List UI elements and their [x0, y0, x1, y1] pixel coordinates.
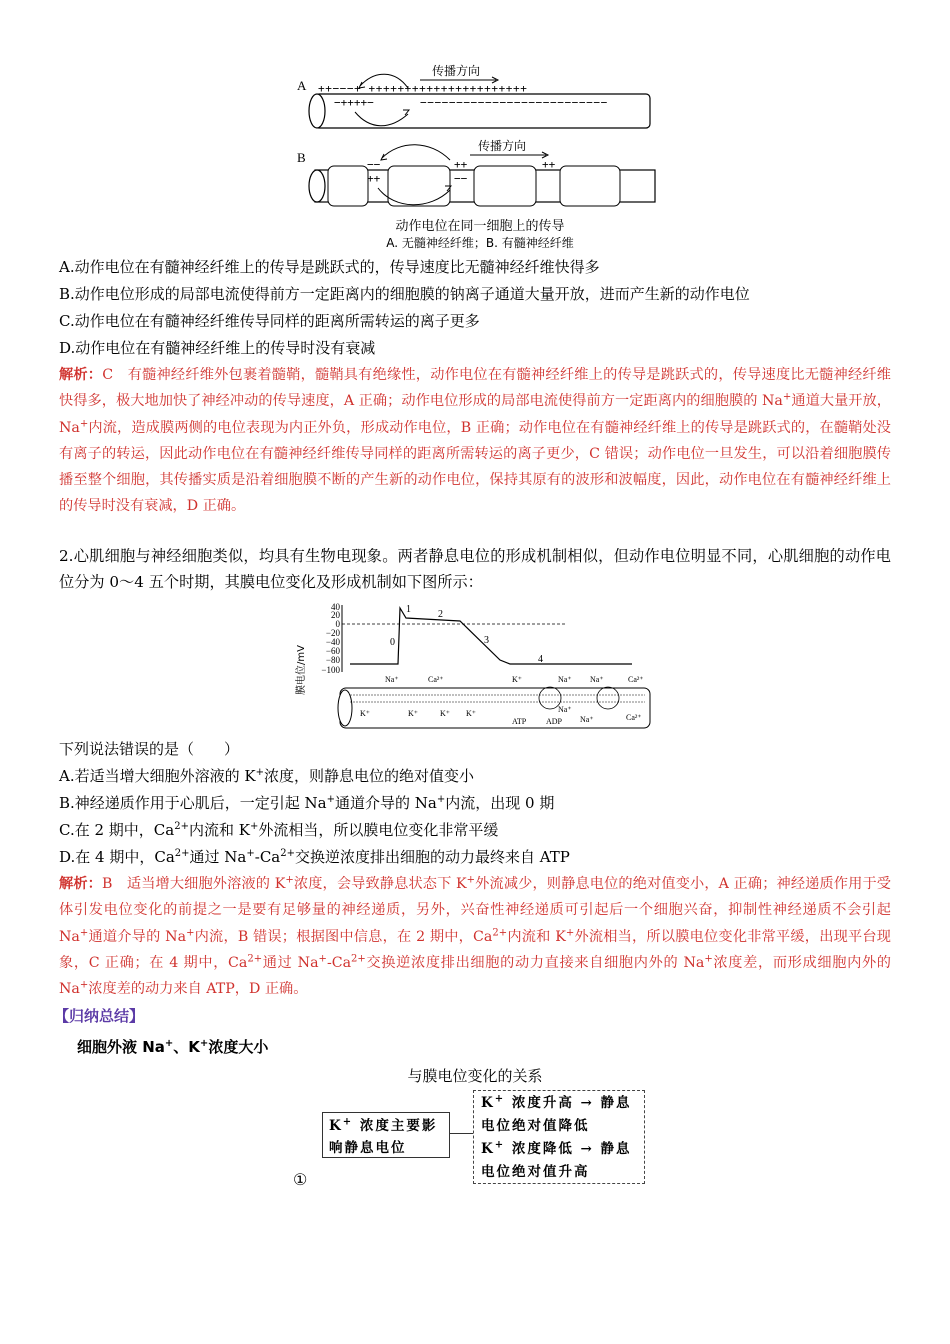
text: 浓度差，而形成细胞内外的 Na: [59, 954, 891, 998]
ion-label: Na⁺: [580, 715, 594, 724]
sup: 2+: [280, 848, 295, 859]
sup: +: [342, 1116, 354, 1128]
sup: +: [249, 821, 259, 832]
nerve-conduction-figure: [290, 60, 670, 255]
q2-option-b: [59, 794, 554, 812]
summary-right-box: [473, 1090, 645, 1184]
adp-label: ADP: [546, 717, 563, 726]
ion-label: Ca²⁺: [626, 713, 642, 722]
ytick: −40: [325, 637, 340, 647]
ytick: 20: [331, 610, 340, 620]
ytick: −20: [325, 628, 340, 638]
text: 内流，出现 0 期: [445, 794, 555, 812]
sup: +: [318, 953, 327, 965]
text: 浓度主要影响静息电位: [329, 1118, 438, 1156]
phase-1: 1: [406, 604, 411, 615]
text: -Ca: [254, 848, 281, 866]
phase-2: 2: [438, 609, 443, 620]
sup: +: [186, 926, 195, 938]
summary-right-line-2: [481, 1138, 637, 1184]
text: C.在 2 期中，Ca: [59, 821, 175, 839]
ion-label: K⁺: [512, 675, 522, 684]
sup: 2+: [174, 821, 189, 832]
q1-option-d: D.动作电位在有髓神经纤维上的传导时没有衰减: [59, 339, 376, 357]
svg-text:−++++−: −++++−: [334, 96, 374, 109]
phase-4: 4: [538, 654, 543, 665]
text: 通道介导的 Na: [335, 794, 437, 812]
sup: 2+: [351, 953, 366, 965]
ion-label: Na⁺: [385, 675, 399, 684]
ytick: 40: [331, 602, 340, 612]
q2-stem: 2.心肌细胞与神经细胞类似，均具有生物电现象。两者静息电位的形成机制相似，但动作电位明显不同，心肌细胞的动作电位分为 0～4 五个时期，其膜电位变化及形成机制如下图所示：: [59, 547, 891, 592]
sup: +: [494, 1139, 506, 1151]
q1-option-b: B.动作电位形成的局部电流使得前方一定距离内的细胞膜的钠离子通道大量开放，进而产生新的动作电位: [59, 285, 750, 303]
text: 浓度，会导致静息状态下 K: [293, 876, 467, 892]
text: 、K: [173, 1038, 200, 1056]
q2-analysis-label: 解析：: [59, 876, 102, 892]
ytick: −80: [325, 655, 340, 665]
text: 外流相当，所以膜电位变化非常平缓，出现平台现象，C 正确；在 4 期中，Ca: [59, 928, 891, 971]
sup: +: [79, 979, 89, 991]
text: 细胞外液 Na: [77, 1038, 165, 1056]
sup: +: [164, 1038, 174, 1049]
ion-label: K⁺: [360, 709, 370, 718]
fig2-ylabel: 膜电位/mV: [296, 645, 307, 695]
fig1-label-b: B: [297, 150, 306, 165]
sup: +: [494, 1093, 506, 1105]
summary-subheading: [77, 1036, 268, 1057]
text: A.若适当增大细胞外溶液的 K: [59, 767, 256, 785]
summary-left-box: [322, 1112, 450, 1158]
ion-label: Na⁺: [590, 675, 604, 684]
text: 浓度，则静息电位的绝对值变小: [263, 767, 474, 785]
fig1-caption-1: 动作电位在同一细胞上的传导: [395, 219, 565, 234]
sup: 2+: [247, 953, 263, 965]
svg-text:++: ++: [542, 158, 556, 171]
text: 外流相当，所以膜电位变化非常平缓: [258, 821, 499, 839]
svg-text:++−−−+ ++++++++++++++++++++++: ++−−−+ ++++++++++++++++++++++: [318, 82, 528, 95]
ion-label: K⁺: [466, 709, 476, 718]
summary-box-title: 与膜电位变化的关系: [407, 1067, 543, 1085]
text: 浓度升高 → 静息电位绝对值降低: [481, 1095, 632, 1134]
q1-option-c: C.动作电位在有髓神经纤维传导同样的距离所需转运的离子更多: [59, 312, 480, 330]
q2-option-a: [59, 767, 474, 785]
text: -Ca: [326, 954, 352, 971]
text: 通道介导的 Na: [88, 928, 187, 945]
sup: +: [565, 926, 575, 938]
text: 浓度降低 → 静息电位绝对值升高: [481, 1141, 632, 1180]
q1-analysis: [59, 362, 891, 520]
text: 适当增大细胞外溶液的 K: [126, 876, 286, 892]
q1-analysis-text-3: 内流，造成膜两侧的电位表现为内正外负，形成动作电位，B 正确；动作电位在有髓神经纤维上的传导是跳跃式的，在髓鞘处没有离子的转运，因此动作电位在有髓神经纤维传导同样的距离所需转运的离子更少，C 错误；动作电位一旦发生，可以沿着细胞膜传播至整个细胞，其传播实质是沿着细胞膜不断的产生新的动作电位，保持其原有的波形和波幅度，因此，动作电位在有髓神经纤维上的传导时没有衰减，D 正确。: [59, 419, 891, 515]
svg-text:−−−−−−−−−−−−−−−−−−−−−−−−−−: −−−−−−−−−−−−−−−−−−−−−−−−−−: [420, 96, 608, 109]
text: K: [481, 1141, 495, 1157]
svg-text:++: ++: [454, 158, 468, 171]
sup: +: [466, 874, 476, 886]
sup: +: [79, 417, 89, 429]
text: 通过 Na: [262, 954, 319, 971]
summary-right-line-1: [481, 1092, 637, 1138]
ion-label: Na⁺: [558, 675, 572, 684]
q2-option-d: [59, 848, 570, 866]
sup: +: [199, 1038, 209, 1049]
fig1-caption-2: A. 无髓神经纤维；B. 有髓神经纤维: [386, 236, 574, 250]
atp-label: ATP: [512, 717, 527, 726]
text: 浓度差的动力来自 ATP，D 正确。: [88, 981, 308, 998]
sup: +: [246, 848, 255, 859]
q1-analysis-text-2: 通道大量开放，Na: [59, 393, 891, 436]
fig1-label-a: A: [297, 78, 307, 93]
sup: +: [704, 953, 713, 965]
q1-analysis-text-1: 有髓神经纤维外包裹着髓鞘，髓鞘具有绝缘性，动作电位在有髓神经纤维上的传导是跳跃式的，传导速度比无髓神经纤维快得多，极大地加快了神经冲动的传导速度，A 正确；动作电位形成的局部电流使得前方一定距离内的细胞膜的 Na: [59, 367, 891, 410]
q2-prompt: 下列说法错误的是（ ）: [59, 740, 240, 758]
summary-heading: 【归纳总结】: [54, 1007, 145, 1025]
ion-label: Ca²⁺: [428, 675, 444, 684]
sup: +: [782, 391, 792, 403]
fig1-direction-label-a: 传播方向: [432, 64, 481, 78]
sup: 2+: [492, 926, 508, 938]
ytick: 0: [335, 619, 340, 629]
sup: +: [326, 794, 336, 805]
text: K: [329, 1118, 343, 1134]
summary-connector: [450, 1133, 473, 1134]
cardiac-potential-figure: [290, 600, 660, 735]
q1-answer: C: [102, 367, 114, 383]
ion-label: K⁺: [440, 709, 450, 718]
text: 交换逆浓度排出细胞的动力最终来自 ATP: [295, 848, 570, 866]
sup: +: [436, 794, 446, 805]
text: D.在 4 期中，Ca: [59, 848, 175, 866]
sup: +: [285, 874, 294, 886]
q1-analysis-label: 解析：: [59, 367, 103, 383]
phase-0: 0: [390, 637, 395, 648]
text: 通过 Na: [189, 848, 247, 866]
text: 内流和 K: [507, 928, 566, 945]
text: 外流减少，则静息电位的绝对值变小，A 正确；神经递质作用于受体引发电位变化的前提之一是要有足够量的神经递质，另外，兴奋性神经递质可引起后一个细胞兴奋，抑制性神经递质不会引起 Na: [59, 876, 891, 945]
sup: +: [255, 767, 264, 778]
text: 浓度大小: [208, 1038, 269, 1056]
ion-label: Ca²⁺: [628, 675, 644, 684]
q2-analysis: [59, 871, 891, 1002]
circle-number: ①: [293, 1170, 308, 1189]
q2-option-c: [59, 821, 498, 839]
sup: 2+: [174, 848, 190, 859]
sup: +: [79, 926, 89, 938]
ion-label: K⁺: [408, 709, 418, 718]
text: 内流，B 错误；根据图中信息，在 2 期中，Ca: [194, 928, 493, 945]
svg-text:++: ++: [367, 172, 381, 185]
phase-3: 3: [484, 635, 489, 646]
text: 交换逆浓度排出细胞的动力直接来自细胞内外的 Na: [365, 954, 705, 971]
q2-answer: B: [101, 876, 113, 892]
ion-label: Na⁺: [558, 705, 572, 714]
text: B.神经递质作用于心肌后，一定引起 Na: [59, 794, 327, 812]
ytick: −60: [325, 646, 340, 656]
text: 内流和 K: [188, 821, 250, 839]
fig1-direction-label-b: 传播方向: [478, 139, 527, 153]
text: K: [481, 1095, 495, 1111]
ytick: −100: [321, 665, 340, 675]
q1-option-a: A.动作电位在有髓神经纤维上的传导是跳跃式的，传导速度比无髓神经纤维快得多: [59, 258, 600, 276]
svg-text:−−: −−: [367, 158, 381, 171]
svg-text:−−: −−: [454, 172, 468, 185]
